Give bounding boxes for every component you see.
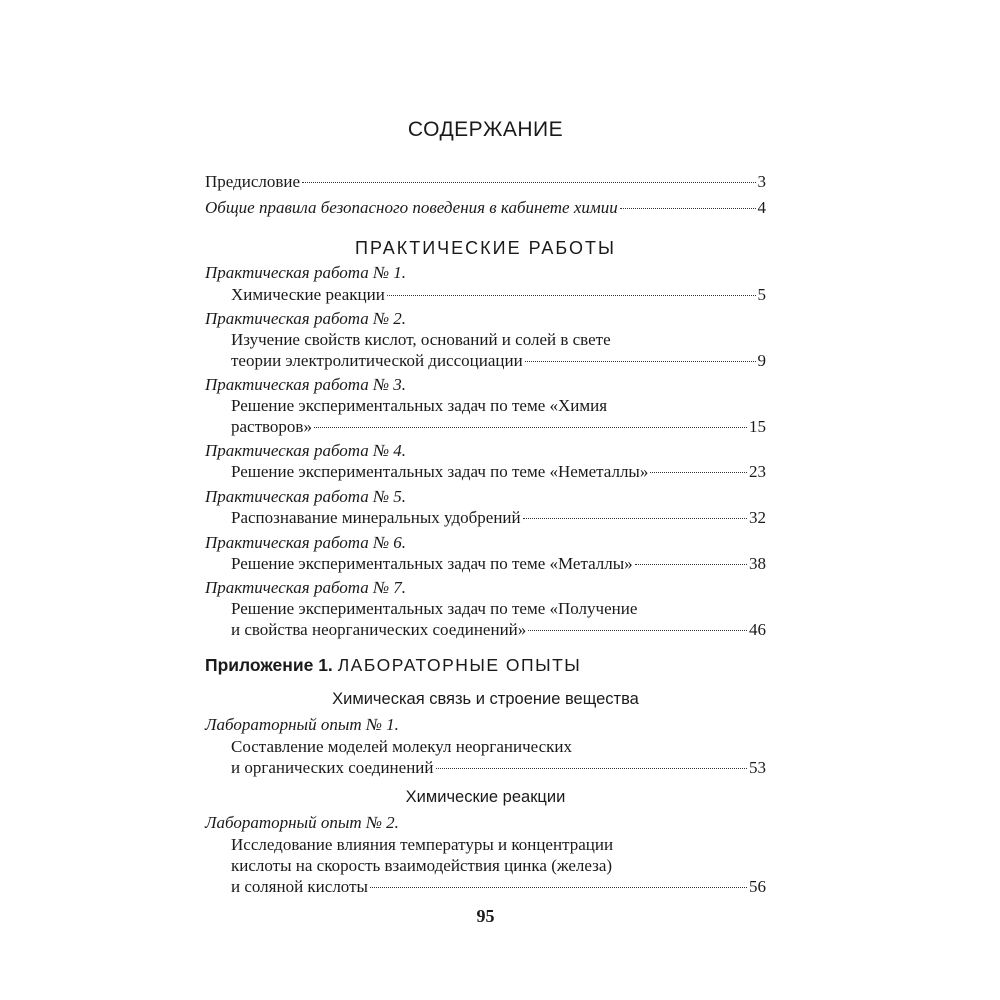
entry-page: 53 — [749, 758, 766, 777]
entry-text-line: Исследование влияния температуры и концентрации — [231, 835, 614, 854]
toc-entry-work-4[interactable] — [231, 461, 766, 483]
entry-text-line: Решение экспериментальных задач по теме «Получение — [231, 599, 638, 618]
toc-entry-work-1[interactable] — [231, 284, 766, 306]
toc-entry-lab-1[interactable] — [231, 757, 766, 779]
dot-leader — [635, 564, 747, 565]
entry-page: 46 — [749, 620, 766, 639]
entry-page: 15 — [749, 417, 766, 436]
work-label: Практическая работа № 6. — [205, 533, 407, 552]
work-label: Практическая работа № 3. — [205, 375, 407, 394]
page-number: 95 — [476, 906, 495, 926]
entry-text: и соляной кислоты — [231, 877, 368, 896]
work-label: Практическая работа № 5. — [205, 487, 407, 506]
toc-entry-work-3[interactable] — [231, 416, 766, 438]
entry-text: и свойства неорганических соединений» — [231, 620, 527, 639]
toc-entry-preface[interactable] — [205, 171, 766, 193]
entry-page: 23 — [749, 462, 766, 481]
entry-text: растворов» — [231, 417, 312, 436]
entry-text: Решение экспериментальных задач по теме «Неметаллы» — [231, 462, 649, 481]
dot-leader — [302, 182, 755, 183]
entry-text: Распознавание минеральных удобрений — [231, 508, 521, 527]
toc-entry-lab-2[interactable] — [231, 876, 766, 898]
dot-leader — [370, 887, 747, 888]
entry-text: теории электролитической диссоциации — [231, 351, 523, 370]
entry-text: Предисловие — [205, 172, 301, 191]
entry-page: 56 — [749, 877, 766, 896]
topic-title-chemical-bond: Химическая связь и строение вещества — [332, 690, 639, 708]
appendix-label: Приложение 1. — [205, 655, 333, 675]
toc-entry-work-2[interactable] — [231, 350, 766, 372]
entry-page: 5 — [757, 285, 766, 304]
dot-leader — [650, 472, 747, 473]
dot-leader — [387, 295, 756, 296]
dot-leader — [314, 427, 747, 428]
topic-title-reactions: Химические реакции — [405, 788, 566, 806]
dot-leader — [525, 361, 756, 362]
entry-text-line: Изучение свойств кислот, оснований и солей в свете — [231, 330, 611, 349]
lab-label: Лабораторный опыт № 2. — [205, 813, 399, 832]
toc-entry-work-5[interactable] — [231, 507, 766, 529]
entry-text: Решение экспериментальных задач по теме «Металлы» — [231, 554, 633, 573]
dot-leader — [528, 630, 747, 631]
entry-text: Общие правила безопасного поведения в кабинете химии — [205, 198, 618, 217]
work-label: Практическая работа № 2. — [205, 309, 407, 328]
toc-title: СОДЕРЖАНИЕ — [407, 118, 564, 141]
entry-text-line: кислоты на скорость взаимодействия цинка (железа) — [231, 856, 613, 875]
toc-entry-work-6[interactable] — [231, 553, 766, 575]
entry-page: 3 — [757, 172, 766, 191]
work-label: Практическая работа № 7. — [205, 578, 407, 597]
entry-text: Химические реакции — [231, 285, 385, 304]
toc-page — [205, 0, 766, 1000]
dot-leader — [436, 768, 748, 769]
dot-leader — [523, 518, 747, 519]
toc-entry-safety-rules[interactable] — [205, 197, 766, 219]
entry-page: 32 — [749, 508, 766, 527]
section-title-practical: ПРАКТИЧЕСКИЕ РАБОТЫ — [355, 238, 616, 258]
entry-text-line: Решение экспериментальных задач по теме «Химия — [231, 396, 608, 415]
entry-page: 9 — [757, 351, 766, 370]
appendix-heading: ЛАБОРАТОРНЫЕ ОПЫТЫ — [337, 655, 582, 675]
appendix-title — [205, 655, 581, 676]
entry-page: 38 — [749, 554, 766, 573]
lab-label: Лабораторный опыт № 1. — [205, 715, 399, 734]
entry-text-line: Составление моделей молекул неорганических — [231, 737, 572, 756]
work-label: Практическая работа № 4. — [205, 441, 407, 460]
dot-leader — [620, 208, 756, 209]
work-label: Практическая работа № 1. — [205, 263, 407, 282]
entry-page: 4 — [757, 198, 766, 217]
entry-text: и органических соединений — [231, 758, 434, 777]
toc-entry-work-7[interactable] — [231, 619, 766, 641]
